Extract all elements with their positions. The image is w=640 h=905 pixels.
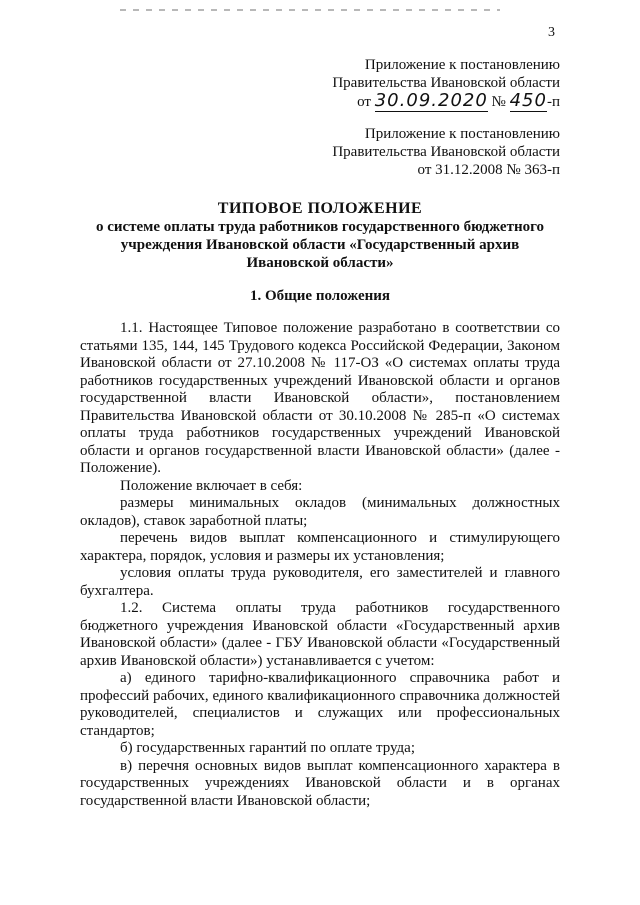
- handwritten-number: 450: [509, 90, 547, 111]
- number-label: №: [491, 94, 506, 110]
- appendix-date-line: [332, 92, 560, 111]
- paragraph: 1.1. Настоящее Типовое положение разработано в соответствии со статьями 135, 144, 145 Трудового кодекса Российской Федерации, Законом Ивановской области от 27.10.2008 № 117-ОЗ «О системах оплаты труда работников государственных учреждений Ивановской области и органов государственной власти Ивановской области», постановлением Правительства Ивановской области от 30.10.2008 № 285-п «О системах оплаты труда работников государственных учреждений Ивановской области и органов государственной власти Ивановской области» (далее - Положение).: [80, 320, 560, 476]
- section-heading: 1. Общие положения: [249, 288, 391, 304]
- paragraph: а) единого тарифно-квалификационного справочника работ и профессий рабочих, единого квалификационного справочника должностей руководителей, специалистов и служащих или профессиональных стандартов;: [80, 670, 560, 739]
- appendix-current-block: [332, 56, 560, 111]
- appendix-orig-line2: Правительства Ивановской области: [332, 144, 560, 160]
- appendix-orig-line3: от 31.12.2008 № 363-п: [417, 162, 560, 178]
- document-body: [80, 320, 560, 810]
- appendix-line1: Приложение к постановлению: [364, 57, 560, 73]
- number-suffix: -п: [546, 94, 560, 110]
- document-title: [80, 200, 560, 272]
- paragraph: условия оплаты труда руководителя, его заместителей и главного бухгалтера.: [80, 565, 560, 599]
- paragraph: в) перечня основных видов выплат компенсационного характера в государственных учреждениях Ивановской области и в органах государственной власти Ивановской области;: [80, 757, 560, 809]
- from-prefix: от: [357, 94, 371, 110]
- handwritten-date: 30.09.2020: [374, 90, 488, 111]
- appendix-line2: Правительства Ивановской области: [332, 75, 560, 91]
- paragraph: 1.2. Система оплаты труда работников государственного бюджетного учреждения Ивановской области «Государственный архив Ивановской области» (далее - ГБУ Ивановской области «Государственный архив Ивановской области») устанавливается с учетом:: [80, 600, 560, 669]
- appendix-original-block: [332, 125, 560, 179]
- page-number: 3: [548, 25, 555, 40]
- paragraph: перечень видов выплат компенсационного и стимулирующего характера, порядок, условия и размеры их установления;: [80, 530, 560, 564]
- title-main: ТИПОВОЕ ПОЛОЖЕНИЕ: [217, 200, 423, 217]
- paragraph: размеры минимальных окладов (минимальных должностных окладов), ставок заработной платы;: [80, 495, 560, 529]
- appendix-orig-line1: Приложение к постановлению: [364, 126, 560, 142]
- title-subtitle: о системе оплаты труда работников государственного бюджетного учреждения Ивановской области «Государственный архив Ивановской области»: [95, 219, 545, 271]
- paragraph: б) государственных гарантий по оплате труда;: [120, 740, 416, 756]
- scan-noise-line: [120, 9, 500, 11]
- paragraph: Положение включает в себя:: [120, 477, 303, 494]
